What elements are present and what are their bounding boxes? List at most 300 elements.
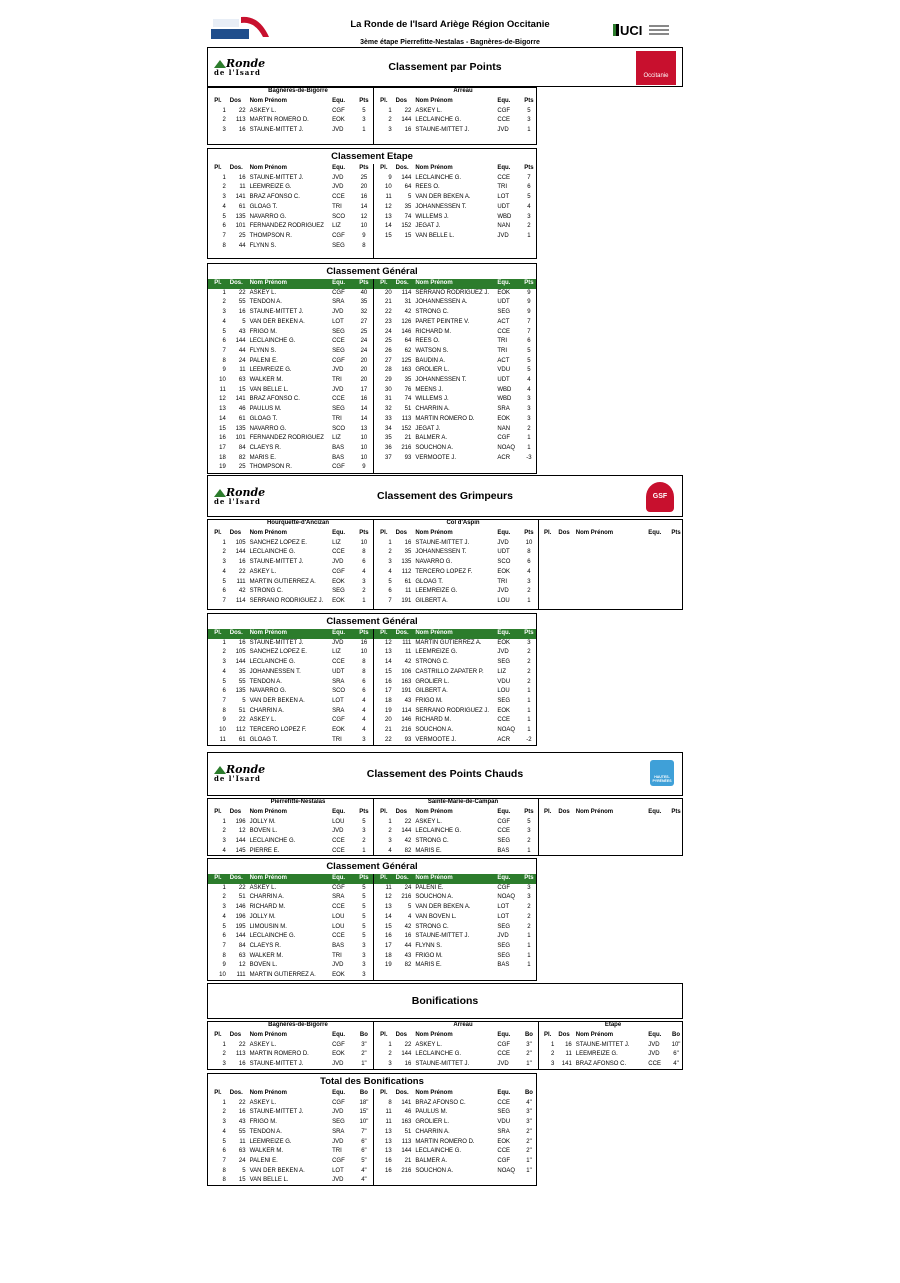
table-cell: EOK	[332, 578, 345, 585]
table-row	[208, 1050, 373, 1060]
column-header: Pts	[355, 874, 373, 884]
column-header: Pl.	[380, 165, 388, 171]
table-cell: VAN BELLE L.	[249, 1177, 289, 1184]
table-row	[208, 893, 373, 903]
table-cell: PAULUS M.	[249, 406, 282, 413]
table-header-row	[539, 1031, 683, 1041]
table-cell: SEG	[332, 328, 345, 335]
table-cell: LEEMREIZE G.	[415, 649, 458, 656]
table-cell: JVD	[332, 367, 344, 374]
chauds-general-title: Classement Général	[326, 861, 418, 872]
table-cell: 7	[222, 347, 226, 354]
column-header: Pts	[524, 165, 534, 171]
table-cell: 5	[222, 213, 226, 220]
table-cell: 18	[384, 697, 392, 704]
table-cell: 10	[360, 454, 368, 461]
table-cell: PALENI E.	[249, 1157, 278, 1164]
table-cell: 5	[222, 923, 226, 930]
hautes-pyrenees-logo: HAUTES-PYRÉNÉES	[650, 760, 674, 786]
table-row	[374, 961, 537, 971]
table-cell: 1	[222, 818, 226, 825]
table-cell: TENDON A.	[249, 1128, 282, 1135]
hotspot-location-2: Sainte-Marie-de-Campan	[427, 799, 499, 805]
table-cell: 10	[219, 727, 226, 734]
table-cell: 76	[404, 386, 412, 393]
table-cell: ASKEY L.	[415, 107, 442, 114]
table-cell: LIZ	[332, 649, 341, 656]
bonif-location-3: Etape	[604, 1022, 622, 1028]
table-cell: 13	[360, 425, 368, 432]
table-cell: 1	[388, 539, 392, 546]
table-row	[208, 357, 373, 367]
table-cell: 4"	[526, 1099, 532, 1106]
table-row	[374, 193, 537, 203]
table-cell: TERCERO LOPEZ F.	[415, 568, 473, 575]
column-header: Nom Prénom	[413, 874, 495, 884]
table-cell: WILLEMS J.	[415, 396, 449, 403]
table-cell: STAUNE-MITTET J.	[415, 1061, 470, 1068]
table-row	[208, 1157, 373, 1167]
table-cell: JVD	[497, 1061, 509, 1068]
table-cell: 14	[219, 415, 226, 422]
table-cell: 10	[360, 444, 368, 451]
table-cell: LECLAINCHE G.	[415, 1148, 462, 1155]
table-cell: 3	[527, 639, 531, 646]
table-cell: 62	[404, 347, 412, 354]
table-cell: 135	[235, 213, 246, 220]
table-cell: BALMER A.	[415, 1157, 448, 1164]
column-header: Nom Prénom	[249, 165, 287, 171]
table-cell: 63	[238, 952, 246, 959]
table-cell: 3	[388, 127, 392, 134]
table-cell: TRI	[332, 377, 342, 384]
bonif-sprints-block	[207, 1021, 683, 1070]
table-cell: 74	[404, 213, 412, 220]
table-cell: 8	[362, 242, 366, 249]
table-cell: VDU	[497, 367, 511, 374]
table-row	[374, 347, 537, 357]
table-cell: SOUCHON A.	[415, 1167, 454, 1174]
table-cell: ASKEY L.	[415, 1041, 442, 1048]
bonif-total-right-table	[374, 1089, 537, 1176]
table-cell: 42	[404, 838, 412, 845]
column-header: Pl.	[374, 279, 394, 289]
table-cell: 3	[527, 213, 531, 220]
table-cell: VAN BELLE L.	[249, 386, 289, 393]
table-cell: STRONG C.	[415, 923, 449, 930]
column-header: Equ.	[497, 530, 511, 536]
table-cell: SANCHEZ LOPEZ E.	[249, 649, 307, 656]
column-header: Pl.	[380, 809, 388, 815]
table-row	[208, 971, 373, 981]
table-cell: EOK	[332, 1051, 345, 1058]
table-cell: CCE	[648, 1061, 661, 1068]
table-row	[374, 116, 537, 126]
table-row	[208, 707, 373, 717]
table-cell: BALMER A.	[415, 435, 448, 442]
table-cell: 163	[401, 367, 412, 374]
column-header: Equ.	[495, 279, 520, 289]
table-row	[208, 203, 373, 213]
table-cell: 10	[360, 539, 368, 546]
table-cell: NOAQ	[497, 444, 516, 451]
table-cell: 144	[401, 174, 412, 181]
table-cell: 152	[401, 223, 412, 230]
table-cell: 3"	[526, 1119, 532, 1126]
table-row	[374, 376, 537, 386]
table-cell: 4	[362, 727, 366, 734]
table-row	[208, 1041, 373, 1051]
table-row	[374, 1147, 537, 1157]
table-cell: 61	[404, 578, 412, 585]
table-cell: JVD	[497, 649, 509, 656]
table-row	[374, 1050, 538, 1060]
table-cell: CCE	[497, 1099, 511, 1106]
table-cell: 3	[527, 117, 531, 124]
table-cell: LECLAINCHE G.	[415, 174, 462, 181]
column-header: Nom Prénom	[249, 809, 287, 815]
table-cell: 42	[404, 309, 412, 316]
table-cell: 14	[384, 659, 392, 666]
table-cell: 42	[238, 588, 246, 595]
table-cell: CLAEYS R.	[249, 444, 281, 451]
table-cell: JVD	[332, 184, 344, 191]
table-cell: 20	[384, 289, 392, 296]
table-cell: 141	[401, 1099, 412, 1106]
column-header: Equ.	[495, 629, 520, 639]
table-cell: 16	[238, 1061, 246, 1068]
table-cell: 2	[527, 678, 531, 685]
table-cell: UDT	[497, 203, 510, 210]
table-cell: STAUNE-MITTET J.	[575, 1041, 630, 1048]
table-cell: TRI	[332, 952, 342, 959]
sprint-1-table	[208, 97, 373, 136]
table-cell: 22	[404, 1041, 412, 1048]
table-cell: 111	[236, 578, 246, 585]
table-row	[374, 395, 537, 405]
table-cell: MARIS E.	[249, 454, 276, 461]
table-cell: 1	[222, 174, 226, 181]
table-cell: LOU	[497, 597, 510, 604]
table-cell: 9	[527, 299, 531, 306]
table-row	[208, 597, 373, 607]
table-cell: 25	[238, 232, 246, 239]
table-cell: 5	[242, 318, 246, 325]
table-cell: 44	[238, 347, 246, 354]
column-header: Equ.	[332, 809, 346, 815]
table-cell: 13	[219, 406, 226, 413]
table-cell: CGF	[332, 568, 345, 575]
table-row	[374, 1118, 537, 1128]
table-cell: EOK	[497, 415, 511, 422]
table-row	[208, 639, 373, 649]
table-cell: JOHANNESSEN T.	[415, 203, 467, 210]
table-row	[374, 1041, 538, 1051]
table-cell: 1	[527, 688, 531, 695]
table-cell: CCE	[497, 174, 511, 181]
table-cell: 106	[401, 668, 412, 675]
table-cell: SEG	[497, 659, 511, 666]
table-cell: GROLIER L.	[415, 1119, 450, 1126]
column-header: Nom Prénom	[575, 809, 614, 815]
table-cell: EOK	[497, 1138, 511, 1145]
table-cell: 5	[527, 194, 531, 201]
table-cell: 15	[384, 232, 392, 239]
table-cell: MARTIN ROMERO D.	[415, 1138, 475, 1145]
table-cell: 2	[527, 904, 531, 911]
bonif-section-header	[207, 983, 683, 1019]
table-cell: 8	[362, 549, 366, 556]
points-general-title: Classement Général	[326, 266, 418, 277]
column-header: Nom Prénom	[248, 629, 331, 639]
table-cell: 43	[238, 1119, 246, 1126]
table-cell: LIMOUSIN M.	[249, 923, 287, 930]
table-cell: LIZ	[332, 539, 341, 546]
table-cell: 93	[404, 454, 412, 461]
chauds-section-header	[207, 752, 683, 796]
table-cell: JVD	[497, 232, 509, 239]
table-cell: 1"	[526, 1061, 532, 1068]
table-cell: 146	[401, 328, 412, 335]
table-cell: CCE	[497, 717, 511, 724]
table-cell: FERNANDEZ RODRIGUEZ	[249, 435, 324, 442]
table-cell: 4	[222, 318, 226, 325]
table-cell: 15	[404, 232, 412, 239]
table-row	[374, 893, 537, 903]
table-row	[208, 289, 373, 299]
table-cell: 196	[235, 818, 246, 825]
column-header: Pl.	[208, 629, 228, 639]
table-cell: 55	[238, 1128, 246, 1135]
column-header: Equ.	[497, 165, 511, 171]
table-cell: JVD	[332, 1061, 344, 1068]
column-header: Nom Prénom	[575, 530, 614, 536]
column-header: Equ.	[330, 874, 355, 884]
table-cell: 44	[404, 942, 412, 949]
table-cell: 7	[222, 1157, 226, 1164]
table-cell: FLYNN S.	[249, 242, 277, 249]
table-cell: 5	[222, 328, 226, 335]
table-cell: 3	[362, 578, 366, 585]
table-cell: 9	[388, 174, 392, 181]
table-cell: 9	[362, 464, 366, 471]
table-cell: 2	[222, 649, 226, 656]
column-header: Equ.	[330, 629, 355, 639]
table-cell: 5	[362, 904, 366, 911]
table-cell: BAS	[497, 847, 510, 854]
table-cell: 3	[222, 904, 226, 911]
table-header-row	[208, 97, 373, 107]
table-cell: 34	[384, 425, 392, 432]
table-cell: BAS	[332, 454, 345, 461]
table-cell: JOHANNESSEN T.	[249, 668, 301, 675]
table-cell: 135	[401, 559, 412, 566]
table-cell: EOK	[497, 289, 511, 296]
table-cell: JVD	[648, 1041, 660, 1048]
table-cell: JVD	[648, 1051, 660, 1058]
table-cell: 21	[404, 435, 412, 442]
table-cell: 31	[404, 299, 412, 306]
column-header: Dos.	[395, 165, 409, 171]
table-cell: 22	[384, 309, 392, 316]
table-cell: 196	[235, 913, 246, 920]
table-cell: 51	[404, 1128, 412, 1135]
table-cell: LECLAINCHE G.	[249, 549, 296, 556]
table-cell: 3	[362, 972, 366, 979]
table-cell: 114	[236, 597, 246, 604]
table-cell: 5	[388, 578, 392, 585]
table-cell: 1	[527, 232, 531, 239]
table-cell: LOT	[497, 913, 510, 920]
ronde-logo: Ronde de l'Isard	[214, 57, 266, 77]
table-cell: 8	[222, 1167, 226, 1174]
column-header: Equ.	[332, 530, 346, 536]
table-row	[374, 1099, 537, 1109]
table-row	[374, 232, 537, 242]
table-cell: 64	[404, 338, 412, 345]
table-row	[208, 366, 373, 376]
table-cell: PAULUS M.	[415, 1109, 448, 1116]
table-cell: JVD	[332, 174, 344, 181]
table-cell: 126	[401, 318, 412, 325]
bonif-title: Bonifications	[411, 995, 479, 1007]
table-cell: NAVARRO G.	[249, 425, 287, 432]
table-cell: 2	[388, 117, 392, 124]
table-cell: BOVEN L.	[249, 828, 278, 835]
table-cell: 12	[238, 962, 246, 969]
table-cell: 16	[404, 1061, 412, 1068]
table-cell: 82	[404, 962, 412, 969]
table-row	[208, 587, 373, 597]
table-row	[374, 126, 537, 136]
column-header: Pts	[520, 279, 537, 289]
table-cell: 11	[239, 1138, 246, 1145]
table-cell: 113	[236, 117, 246, 124]
table-cell: TRI	[497, 184, 508, 191]
table-row	[208, 884, 373, 894]
table-cell: 3	[362, 736, 366, 743]
table-cell: 6"	[361, 1138, 367, 1145]
table-row	[208, 837, 373, 847]
table-cell: 51	[404, 406, 412, 413]
table-cell: 1	[527, 444, 531, 451]
table-cell: SCO	[332, 688, 346, 695]
table-cell: 6	[362, 688, 366, 695]
table-row	[208, 174, 373, 184]
table-row	[374, 1128, 537, 1138]
table-cell: 145	[235, 847, 246, 854]
table-cell: SEG	[332, 588, 345, 595]
table-row	[374, 923, 537, 933]
table-row	[374, 1060, 538, 1070]
table-cell: LECLAINCHE G.	[249, 933, 296, 940]
table-cell: 51	[238, 707, 246, 714]
table-cell: JOHANNESSEN T.	[415, 377, 467, 384]
table-row	[208, 425, 373, 435]
table-cell: 4	[362, 568, 366, 575]
table-row	[374, 639, 537, 649]
bonif-2-table	[374, 1031, 538, 1070]
column-header: Nom Prénom	[249, 98, 287, 104]
table-cell: 216	[401, 727, 412, 734]
table-cell: 84	[238, 942, 246, 949]
table-cell: STRONG C.	[415, 659, 449, 666]
table-cell: CHARRIN A.	[415, 406, 450, 413]
column-header: Dos	[395, 1032, 408, 1038]
table-cell: LECLAINCHE G.	[415, 1051, 462, 1058]
table-cell: 7	[222, 697, 226, 704]
column-header: Pts	[524, 809, 534, 815]
table-cell: 141	[235, 194, 246, 201]
table-cell: GLOAG T.	[249, 736, 278, 743]
table-cell: 20	[360, 377, 368, 384]
table-cell: 152	[401, 425, 412, 432]
table-cell: 12	[384, 203, 392, 210]
table-cell: 5	[242, 697, 246, 704]
grimpeurs-general-right-table	[374, 629, 537, 745]
table-cell: 35	[404, 203, 412, 210]
occitanie-logo: Occitanie	[636, 51, 676, 85]
table-cell: VAN DER BEKEN A.	[249, 318, 305, 325]
table-cell: STAUNE-MITTET J.	[249, 1061, 304, 1068]
table-row	[208, 568, 373, 578]
table-cell: 1	[388, 107, 392, 114]
table-cell: 2	[362, 588, 366, 595]
table-cell: SEG	[497, 309, 511, 316]
table-cell: FLYNN S.	[415, 942, 442, 949]
column-header: Pl.	[380, 530, 388, 536]
table-cell: 3	[527, 415, 531, 422]
column-header: Nom Prénom	[415, 1090, 453, 1096]
column-header: Pl.	[544, 1032, 552, 1038]
table-row	[208, 347, 373, 357]
table-cell: 141	[561, 1061, 572, 1068]
table-cell: CGF	[497, 884, 511, 891]
column-header: Equ.	[330, 279, 355, 289]
column-header: Bo	[359, 1032, 368, 1038]
table-cell: 43	[404, 697, 412, 704]
table-cell: 144	[235, 338, 246, 345]
table-cell: 191	[401, 688, 412, 695]
table-cell: 40	[360, 289, 368, 296]
table-row	[374, 203, 537, 213]
table-header-row	[539, 529, 683, 539]
table-cell: 4	[222, 1128, 226, 1135]
table-cell: REES O.	[415, 338, 440, 345]
table-cell: TRI	[332, 203, 342, 210]
table-cell: 13	[384, 904, 392, 911]
table-cell: 2	[527, 913, 531, 920]
table-cell: 141	[235, 396, 246, 403]
table-cell: 5	[527, 347, 531, 354]
table-cell: 1	[362, 127, 366, 134]
table-cell: 6	[222, 223, 226, 230]
column-header: Nom Prénom	[249, 1032, 287, 1038]
table-cell: 3	[222, 309, 226, 316]
table-cell: 2	[388, 549, 392, 556]
table-cell: 13	[384, 1138, 392, 1145]
table-cell: LEEMREIZE G.	[415, 588, 458, 595]
document-subtitle: 3ème étape Pierrefitte-Nestalas - Bagnères-de-Bigorre	[360, 39, 540, 46]
table-cell: 22	[404, 818, 412, 825]
table-cell: EOK	[497, 639, 511, 646]
table-cell: 15	[219, 425, 226, 432]
hotspot-2-table	[374, 808, 538, 856]
table-cell: 6	[222, 338, 226, 345]
table-cell: THOMPSON R.	[249, 232, 292, 239]
table-row	[374, 568, 538, 578]
column-header: Equ.	[648, 1032, 662, 1038]
